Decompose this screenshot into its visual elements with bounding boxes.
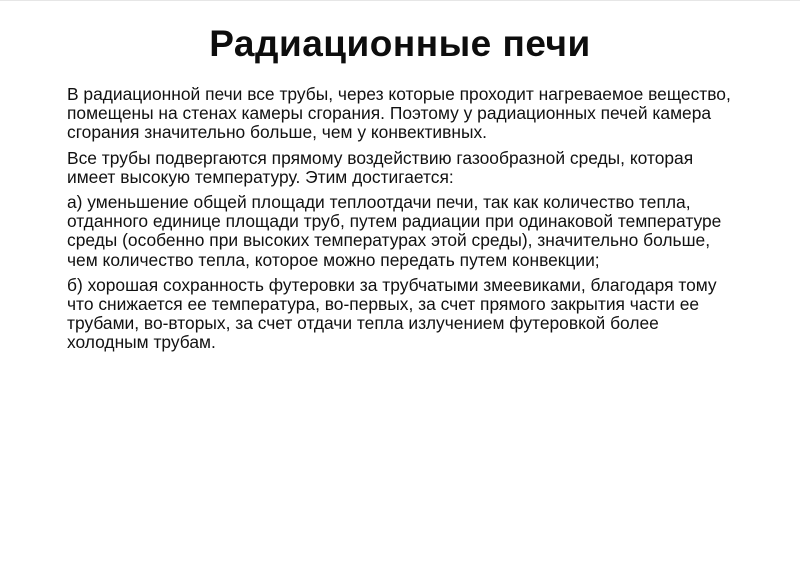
slide-title: Радиационные печи — [209, 23, 591, 64]
paragraph-item-b: б) хорошая сохранность футеровки за трубчатыми змеевиками, благодаря тому что снижается ее температура, во-первых, за счет прямого закрытия части ее трубами, во-вторых, за счет отдачи тепла излучением футеровкой более холодным трубам. — [67, 274, 717, 353]
paragraph-item-a: а) уменьшение общей площади теплоотдачи печи, так как количество тепла, отданного единице площади труб, путем радиации при одинаковой температуре среды (особенно при высоких температурах этой среды), значительно больше, чем количество тепла, которое можно передать путем конвекции; — [67, 192, 722, 270]
paragraph-direct-exposure: Все трубы подвергаются прямому воздействию газообразной среды, которая имеет высокую температуру. Этим достигается: — [67, 147, 694, 187]
slide-body — [67, 85, 735, 359]
paragraph-radiation-furnace-intro: В радиационной печи все трубы, через которые проходит нагреваемое вещество, помещены на стенах камеры сгорания. Поэтому у радиационных печей камера сгорания значительно больше, чем у конвективных. — [67, 84, 731, 143]
